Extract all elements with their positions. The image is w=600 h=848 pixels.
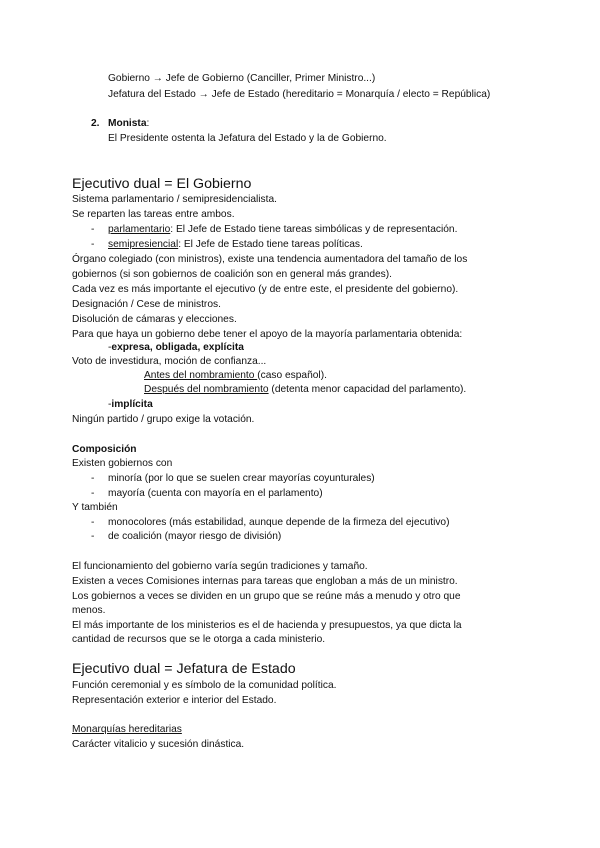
text-line: Disolución de cámaras y elecciones. [72, 314, 237, 325]
expresa-line [108, 341, 244, 354]
term-parlamentario: parlamentario [108, 224, 171, 235]
text-line: Para que haya un gobierno debe tener el apoyo de la mayoría parlamentaria obtenida: [72, 329, 463, 340]
despues-underlined: Después del nombramiento [144, 384, 269, 395]
text-line: Ningún partido / grupo exige la votación. [72, 414, 255, 425]
implicita-text: implícita [111, 399, 153, 410]
monarquias-subheading: Monarquías hereditarias [72, 724, 182, 735]
bullet-item: mayoría (cuenta con mayoría en el parlamento) [108, 488, 323, 499]
bullet-item: monocolores (más estabilidad, aunque depende de la firmeza del ejecutivo) [108, 517, 450, 528]
jefatura-line: Jefatura del Estado → Jefe de Estado (hereditario = Monarquía / electo = República) [108, 89, 491, 100]
text-line: Carácter vitalicio y sucesión dinástica. [72, 739, 245, 750]
antes-line [144, 369, 327, 382]
despues-line [144, 383, 466, 396]
text-line: gobiernos (si son gobiernos de coalición son en general más grandes). [72, 269, 392, 280]
bullet-item [108, 223, 457, 236]
monista-label [108, 117, 149, 130]
composicion-heading: Composición [72, 444, 137, 455]
text-line: El más importante de los ministerios es el de hacienda y presupuestos, ya que dicta la [72, 620, 462, 631]
bullet-dash: - [91, 517, 95, 528]
text-line: Existen a veces Comisiones internas para tareas que engloban a más de un ministro. [72, 576, 458, 587]
expresa-text: expresa, obligada, explícita [111, 342, 244, 353]
gobierno-line: Gobierno → Jefe de Gobierno (Canciller, Primer Ministro...) [108, 73, 376, 84]
text-line: Cada vez es más importante el ejecutivo (y de entre este, el presidente del gobierno). [72, 284, 459, 295]
section-heading-gobierno: Ejecutivo dual = El Gobierno [72, 176, 252, 192]
text-line: Designación / Cese de ministros. [72, 299, 221, 310]
monista-title: Monista [108, 118, 147, 129]
bullet-item: minoría (por lo que se suelen crear mayorías coyunturales) [108, 473, 375, 484]
bullet-dash: - [91, 488, 95, 499]
term-semipresiencial: semipresiencial [108, 239, 179, 250]
implicita-dash: - [108, 399, 112, 410]
text-line: cantidad de recursos que se le otorga a cada ministerio. [72, 634, 326, 645]
bullet-item: de coalición (mayor riesgo de división) [108, 531, 282, 542]
text-line: Representación exterior e interior del Estado. [72, 695, 277, 706]
text-line: menos. [72, 605, 106, 616]
text-line: Función ceremonial y es símbolo de la comunidad política. [72, 680, 337, 691]
despues-rest: (detenta menor capacidad del parlamento). [268, 384, 467, 395]
expresa-dash: - [108, 342, 112, 353]
bullet-text: : El Jefe de Estado tiene tareas políticas. [178, 239, 363, 250]
bullet-dash: - [91, 224, 95, 235]
text-line: Se reparten las tareas entre ambos. [72, 209, 235, 220]
antes-underlined: Antes del nombramiento [144, 370, 258, 381]
implicita-line [108, 398, 153, 411]
bullet-dash: - [91, 239, 95, 250]
bullet-dash: - [91, 531, 95, 542]
text-line: Los gobiernos a veces se dividen en un grupo que se reúne más a menudo y otro que [72, 591, 461, 602]
bullet-dash: - [91, 473, 95, 484]
text-line: Órgano colegiado (con ministros), existe una tendencia aumentadora del tamaño de los [72, 254, 468, 265]
bullet-item [108, 238, 363, 251]
bullet-text: : El Jefe de Estado tiene tareas simbólicas y de representación. [170, 224, 458, 235]
list-number: 2. [91, 118, 100, 129]
section-heading-jefatura: Ejecutivo dual = Jefatura de Estado [72, 661, 296, 677]
monista-colon: : [146, 118, 150, 129]
antes-rest: (caso español). [257, 370, 327, 381]
text-line: El funcionamiento del gobierno varía según tradiciones y tamaño. [72, 561, 368, 572]
monista-text: El Presidente ostenta la Jefatura del Estado y la de Gobierno. [108, 133, 387, 144]
text-line: Y también [72, 502, 118, 513]
text-line: Existen gobiernos con [72, 458, 173, 469]
text-line: Voto de investidura, moción de confianza... [72, 356, 267, 367]
text-line: Sistema parlamentario / semipresidencialista. [72, 194, 277, 205]
